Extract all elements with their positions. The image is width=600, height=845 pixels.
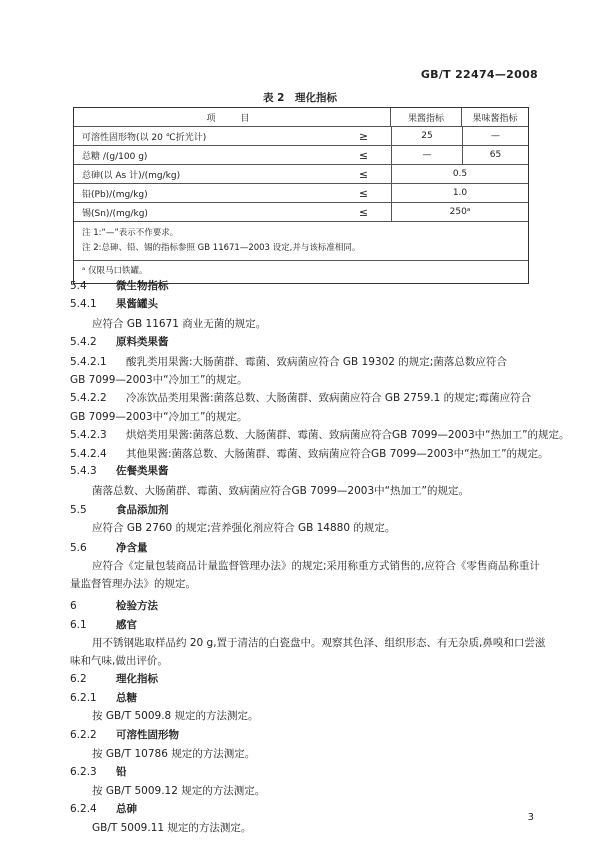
section-heading xyxy=(70,617,137,632)
clause-text: 其他果酱:菌落总数、大肠菌群、霉菌、致病菌应符合GB 7099—2003中“热加工”的规定。 xyxy=(126,448,549,460)
section-heading xyxy=(70,690,137,705)
clause-text: 冷冻饮品类用果酱:菌落总数、大肠菌群、致病菌应符合 GB 2759.1 的规定;霉菌应符合 xyxy=(126,392,532,404)
section-heading xyxy=(70,463,169,478)
clause-number: 5.4.2.4 xyxy=(70,448,107,460)
row-symbol: ≥ xyxy=(336,127,392,145)
paragraph-text: 应符合 GB 11671 商业无菌的规定。 xyxy=(92,318,267,330)
paragraph-text: 按 GB/T 10786 规定的方法测定。 xyxy=(92,748,256,760)
clause-text: 酸乳类用果酱:大肠菌群、霉菌、致病菌应符合 GB 19302 的规定;菌落总数应符合 xyxy=(126,356,507,368)
section-heading xyxy=(70,671,158,686)
clause-line xyxy=(70,390,531,405)
clause-number: 6.2.2 xyxy=(70,729,97,741)
section-heading xyxy=(70,727,179,742)
clause-heading: 可溶性固形物 xyxy=(116,729,179,741)
row-merged-value: 250ᵃ xyxy=(449,207,471,217)
clause-line xyxy=(70,354,507,369)
clause-number: 6 xyxy=(70,600,77,612)
table-note: 注 1:“—”表示不作要求。 xyxy=(82,228,179,238)
table-header-row xyxy=(74,108,528,127)
clause-text: 烘焙类用果酱:菌落总数、大肠菌群、霉菌、致病菌应符合GB 7099—2003中“热加工”的规定。 xyxy=(126,429,570,441)
clause-number: 5.4.2.1 xyxy=(70,356,107,368)
body-text xyxy=(92,483,469,498)
clause-heading: 总糖 xyxy=(116,692,137,704)
body-text xyxy=(70,409,248,424)
section-heading xyxy=(70,801,137,816)
clause-number: 5.4 xyxy=(70,280,87,292)
clause-heading: 感官 xyxy=(116,619,137,631)
paragraph-text: 量监督管理办法》的规定。 xyxy=(70,578,196,590)
body-text xyxy=(92,316,266,331)
body-text xyxy=(92,520,395,535)
paragraph-text: 味和气味,做出评价。 xyxy=(70,655,168,667)
clause-heading: 检验方法 xyxy=(116,600,158,612)
table-row xyxy=(74,203,528,222)
paragraph-text: GB 7099—2003中“冷加工”的规定。 xyxy=(70,411,248,423)
row-jam-value: — xyxy=(392,146,463,164)
clause-heading: 原料类果酱 xyxy=(116,336,169,348)
document-code: GB/T 22474—2008 xyxy=(420,68,538,81)
row-jam-value: 25 xyxy=(392,127,463,145)
clause-heading: 总砷 xyxy=(116,803,137,815)
row-flavored-value: 65 xyxy=(489,150,502,160)
page-number: 3 xyxy=(527,812,534,823)
body-text xyxy=(70,653,168,668)
row-item: 总糖 /(g/100 g) xyxy=(82,151,148,162)
header-jam: 果酱指标 xyxy=(391,108,462,126)
table-footnote: ᵃ 仅限马口铁罐。 xyxy=(82,266,148,276)
physicochemical-table xyxy=(73,107,529,284)
paragraph-text: 菌落总数、大肠菌群、霉菌、致病菌应符合GB 7099—2003中“热加工”的规定。 xyxy=(92,485,469,497)
body-text xyxy=(70,576,196,591)
header-flavored-jam: 果味酱指标 xyxy=(472,113,518,124)
clause-number: 6.2.4 xyxy=(70,803,97,815)
row-symbol: ≤ xyxy=(336,165,392,183)
row-item: 总砷(以 As 计)/(mg/kg) xyxy=(82,170,181,181)
row-symbol: ≤ xyxy=(336,146,392,164)
table-title: 表 2 理化指标 xyxy=(263,92,337,104)
clause-heading: 食品添加剂 xyxy=(116,504,169,516)
clause-line xyxy=(70,427,570,442)
section-heading xyxy=(70,540,148,555)
paragraph-text: 用不锈钢匙取样品约 20 g,置于清洁的白瓷盘中。观察其色泽、组织形态、有无杂质,鼻嗅和口尝滋 xyxy=(92,637,546,649)
clause-heading: 铅 xyxy=(116,766,127,778)
clause-heading: 理化指标 xyxy=(116,673,158,685)
row-merged-value: 1.0 xyxy=(452,188,468,198)
table-row xyxy=(74,127,528,146)
clause-number: 6.1 xyxy=(70,619,87,631)
paragraph-text: GB 7099—2003中“冷加工”的规定。 xyxy=(70,374,248,386)
body-text xyxy=(92,820,251,835)
paragraph-text: 按 GB/T 5009.8 规定的方法测定。 xyxy=(92,710,259,722)
clause-number: 5.4.2.3 xyxy=(70,429,107,441)
clause-number: 5.6 xyxy=(70,542,87,554)
clause-line xyxy=(70,446,549,461)
clause-number: 5.4.2 xyxy=(70,336,97,348)
paragraph-text: GB/T 5009.11 规定的方法测定。 xyxy=(92,822,252,834)
row-item: 锡(Sn)/(mg/kg) xyxy=(82,208,148,219)
body-text xyxy=(92,746,255,761)
body-text xyxy=(92,783,265,798)
body-text xyxy=(70,372,248,387)
clause-number: 6.2 xyxy=(70,673,87,685)
clause-number: 6.2.1 xyxy=(70,692,97,704)
clause-number: 5.4.3 xyxy=(70,465,97,477)
table-row xyxy=(74,146,528,165)
section-heading xyxy=(70,764,127,779)
row-merged-value: 0.5 xyxy=(452,169,468,179)
section-heading xyxy=(70,334,169,349)
row-symbol: ≤ xyxy=(336,203,392,221)
paragraph-text: 应符合 GB 2760 的规定;营养强化剂应符合 GB 14880 的规定。 xyxy=(92,522,396,534)
body-text xyxy=(92,635,545,650)
section-heading xyxy=(70,278,169,293)
clause-heading: 佐餐类果酱 xyxy=(116,465,169,477)
clause-heading: 果酱罐头 xyxy=(116,298,158,310)
paragraph-text: 按 GB/T 5009.12 规定的方法测定。 xyxy=(92,785,266,797)
clause-heading: 净含量 xyxy=(116,542,148,554)
body-text xyxy=(92,558,540,573)
clause-number: 5.4.1 xyxy=(70,298,97,310)
section-heading xyxy=(70,502,169,517)
table-notes xyxy=(74,222,528,261)
clause-heading: 微生物指标 xyxy=(116,280,169,292)
table-note: 注 2:总砷、铅、锡的指标参照 GB 11671—2003 设定,并与该标准相同。 xyxy=(82,243,361,253)
clause-number: 5.4.2.2 xyxy=(70,392,107,404)
clause-number: 5.5 xyxy=(70,504,87,516)
body-text xyxy=(92,708,259,723)
clause-number: 6.2.3 xyxy=(70,766,97,778)
paragraph-text: 应符合《定量包装商品计量监督管理办法》的规定;采用称重方式销售的,应符合《零售商品称重计 xyxy=(92,560,540,572)
section-heading xyxy=(70,598,158,613)
header-item: 项 目 xyxy=(74,108,391,126)
table-row xyxy=(74,165,528,184)
section-heading xyxy=(70,296,158,311)
table-row xyxy=(74,184,528,203)
row-symbol: ≤ xyxy=(336,184,392,202)
row-flavored-value: — xyxy=(491,131,500,141)
row-item: 可溶性固形物(以 20 ℃折光计) xyxy=(82,132,207,143)
row-item: 铅(Pb)/(mg/kg) xyxy=(82,189,148,200)
